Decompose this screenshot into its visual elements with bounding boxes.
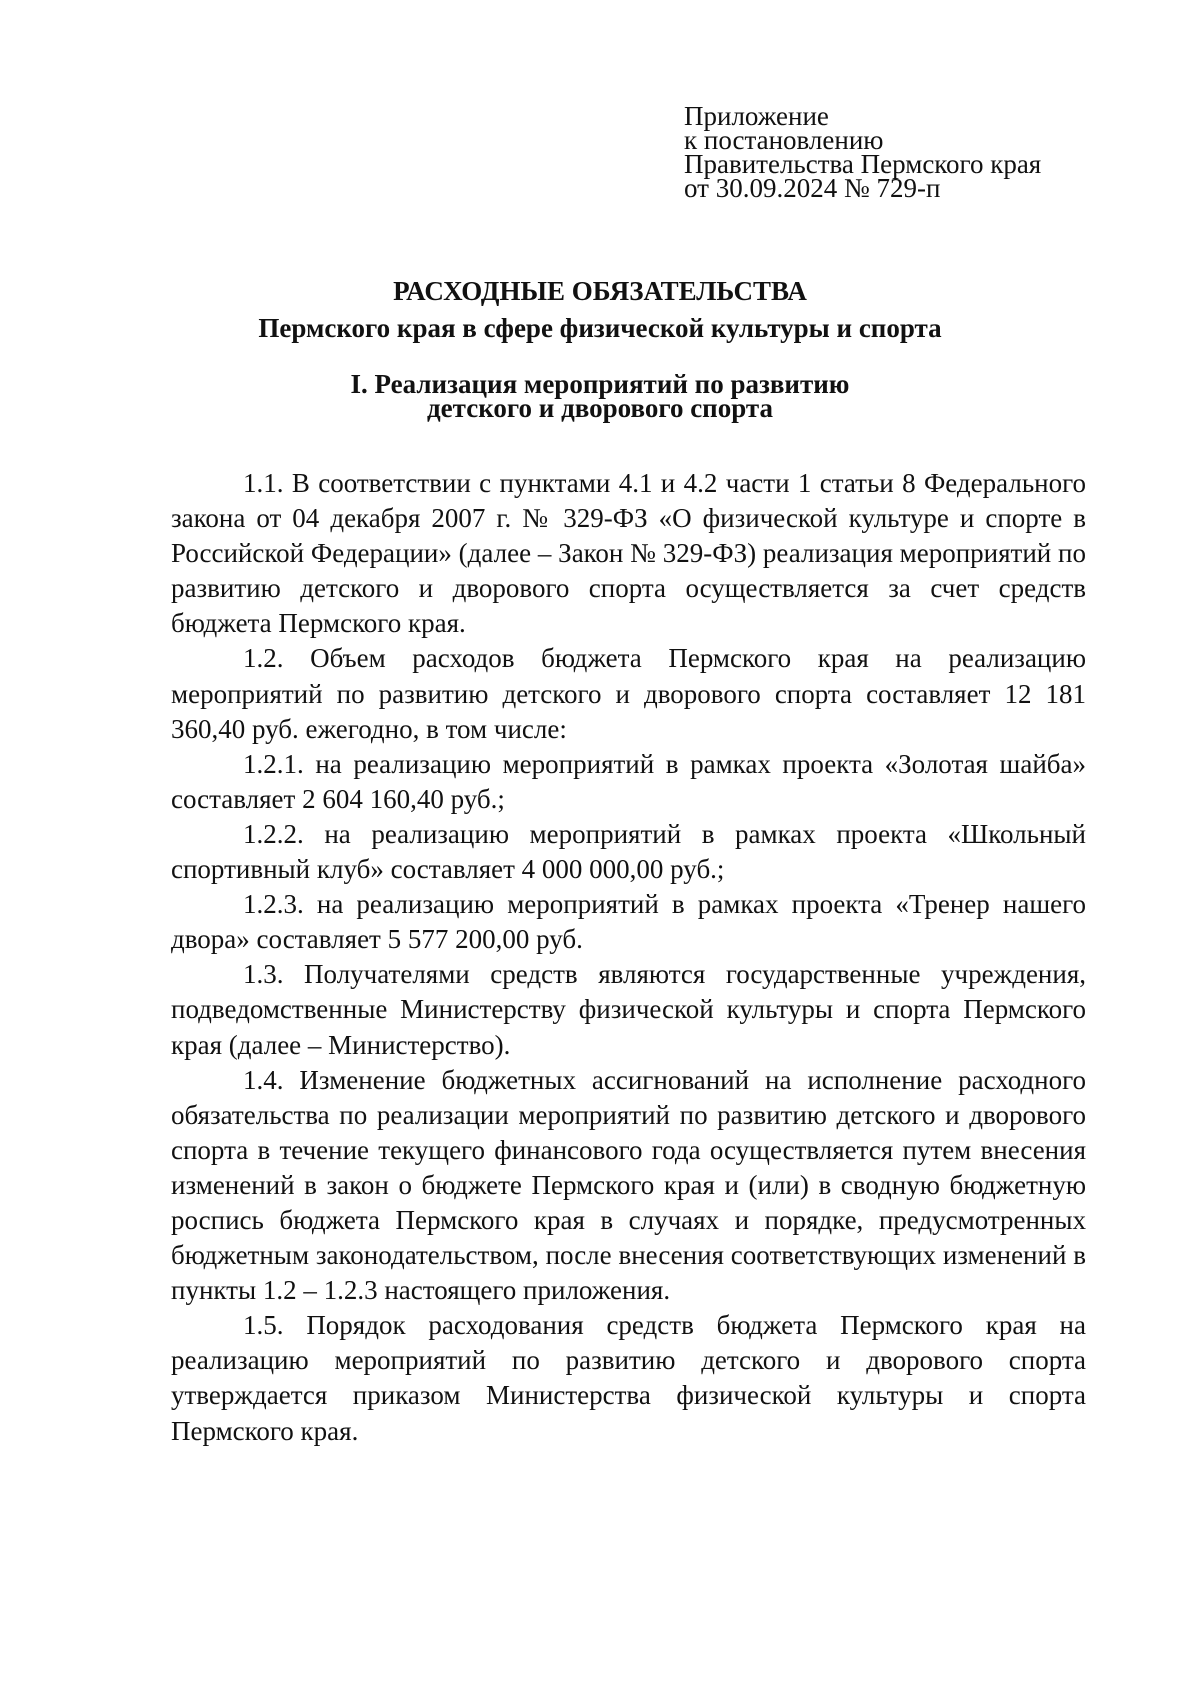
appendix-line: Приложение xyxy=(684,101,829,131)
paragraph-1-2-3: 1.2.3. на реализацию мероприятий в рамках проекта «Тренер нашего двора» составляет 5 577 200,00 руб. xyxy=(171,889,1086,955)
paragraph-1-2-1: 1.2.1. на реализацию мероприятий в рамках проекта «Золотая шайба» составляет 2 604 160,40 руб.; xyxy=(171,748,1086,814)
section-heading-line: детского и дворового спорта xyxy=(427,393,773,423)
section-heading-line: I. Реализация мероприятий по развитию xyxy=(350,369,850,399)
paragraph-1-5: 1.5. Порядок расходования средств бюджета Пермского края на реализацию мероприятий по развитию детского и дворового спорта утверждается приказом Министерства физической культуры и спорта Пермского края. xyxy=(171,1310,1086,1446)
paragraph-1-2-2: 1.2.2. на реализацию мероприятий в рамках проекта «Школьный спортивный клуб» составляет 4 000 000,00 руб.; xyxy=(171,818,1086,885)
document-title: РАСХОДНЫЕ ОБЯЗАТЕЛЬСТВА xyxy=(393,276,807,306)
paragraph-1-4: 1.4. Изменение бюджетных ассигнований на исполнение расходного обязательства по реализации мероприятий по развитию детского и дворового спорта в течение текущего финансового года осуществляется путем внесения изменений в закон о бюджете Пермского края и (или) в сводную бюджетную роспись бюджета Пермского края в случаях и порядке, предусмотренных бюджетным законодательством, после внесения соответствующих изменений в пункты 1.2 – 1.2.3 настоящего приложения. xyxy=(171,1064,1086,1306)
paragraph-1-2: 1.2. Объем расходов бюджета Пермского края на реализацию мероприятий по развитию детского и дворового спорта составляет 12 181 360,40 руб. ежегодно, в том числе: xyxy=(171,643,1086,744)
appendix-line: к постановлению xyxy=(684,125,884,155)
appendix-header xyxy=(684,101,1042,203)
document-body xyxy=(171,466,1086,1449)
appendix-line: Правительства Пермского края xyxy=(684,149,1042,179)
paragraph-1-3: 1.3. Получателями средств являются государственные учреждения, подведомственные Министерству физической культуры и спорта Пермского края (далее – Министерство). xyxy=(171,959,1086,1060)
appendix-line: от 30.09.2024 № 729-п xyxy=(684,173,941,203)
document-subtitle: Пермского края в сфере физической культуры и спорта xyxy=(258,313,942,343)
paragraph-1-1: 1.1. В соответствии с пунктами 4.1 и 4.2 части 1 статьи 8 Федерального закона от 04 декабря 2007 г. № 329-ФЗ «О физической культуре и спорте в Российской Федерации» (далее – Закон № 329-ФЗ) реализация мероприятий по развитию детского и дворового спорта осуществляется за счет средств бюджета Пермского края. xyxy=(171,468,1086,639)
